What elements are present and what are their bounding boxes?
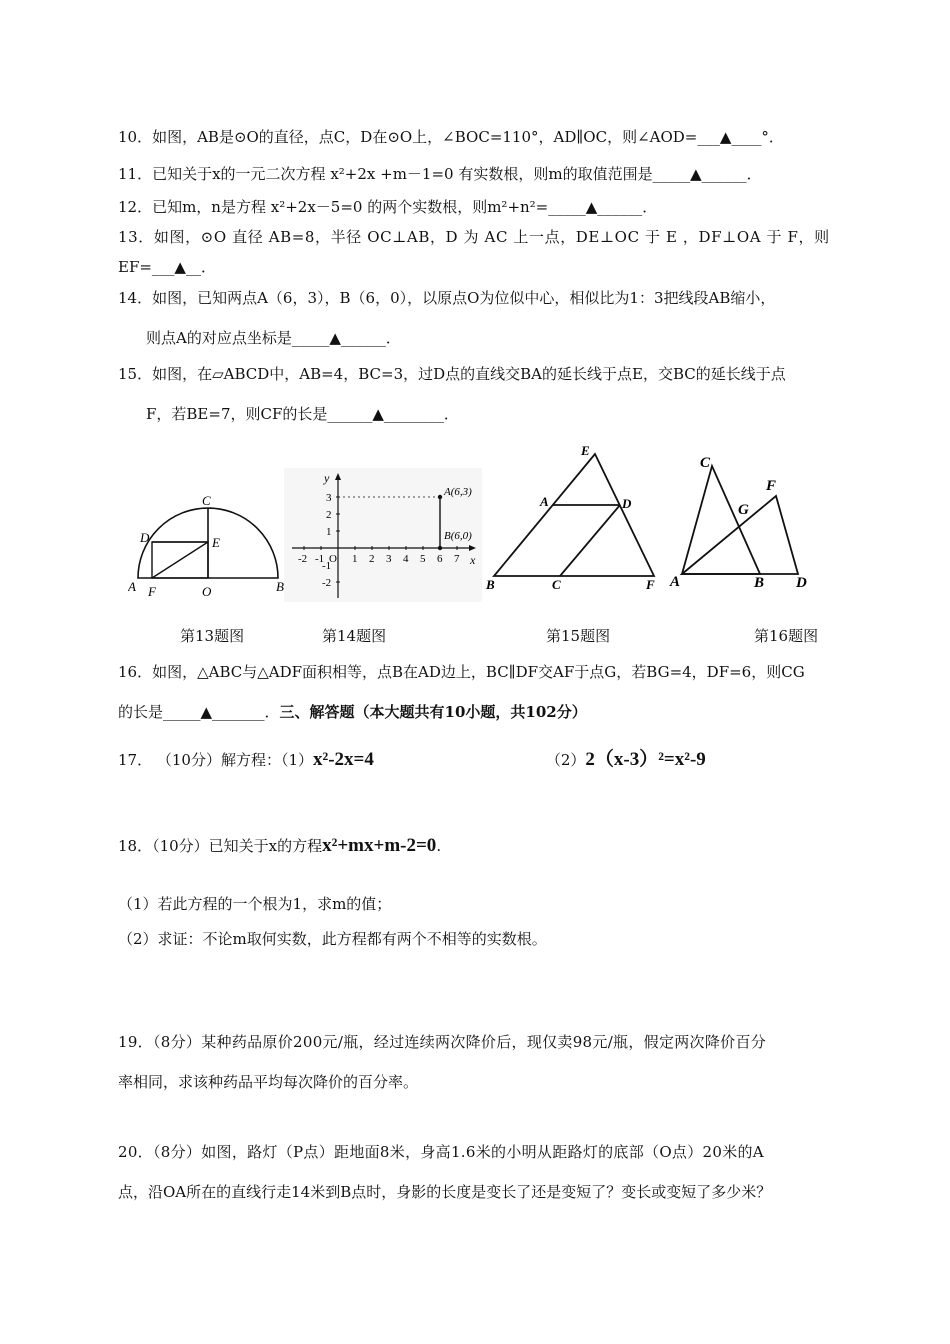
question-19-line2: 率相同，求该种药品平均每次降价的百分率。 — [118, 1073, 419, 1091]
q18-part-1: （1）若此方程的一个根为1，求m的值； — [118, 895, 392, 913]
fig13-label-d: D — [140, 530, 150, 545]
fig15-label-c: C — [552, 577, 561, 592]
fig14-xtick: 6 — [437, 553, 443, 565]
fig14-point-a: A(6,3) — [444, 486, 472, 498]
question-13-line1: 13．如图，⊙O 直径 AB=8，半径 OC⊥AB，D 为 AC 上一点，DE⊥OC 于 E ，DF⊥OA 于 F，则 — [118, 228, 830, 246]
fig14-xtick: O — [329, 553, 337, 565]
fig13-label-b: B — [276, 579, 284, 594]
q17-label: 17． （10分）解方程：（1） — [118, 751, 313, 769]
question-11: 11．已知关于x的一元二次方程 x²+2x +m－1=0 有实数根，则m的取值范围是_____▲______． — [118, 165, 762, 183]
fig14-axis-x: x — [470, 553, 476, 567]
fig14-xtick: 3 — [386, 553, 392, 565]
fig14-ytick: -2 — [322, 577, 332, 589]
caption-fig15: 第15题图 — [546, 627, 611, 645]
question-14-line2: 则点A的对应点坐标是_____▲______． — [146, 329, 401, 347]
figure-13 — [128, 492, 288, 602]
question-17 — [118, 750, 706, 770]
q18-period: . — [436, 837, 442, 855]
question-16-answer: 的长是_____▲_______． — [118, 703, 280, 721]
q18-label: 18．（10分）已知关于x的方程 — [118, 837, 323, 855]
fig14-xtick: 7 — [454, 553, 460, 565]
question-15-line1: 15．如图，在▱ABCD中，AB=4，BC=3，过D点的直线交BA的延长线于点E，交BC的延长线于点 — [118, 365, 786, 383]
fig15-label-e: E — [581, 443, 590, 458]
fig16-label-c: C — [700, 455, 711, 471]
fig16-label-f: F — [766, 478, 777, 494]
fig15-label-f: F — [646, 577, 655, 592]
q17-equation-1: x²-2x=4 — [313, 749, 374, 770]
caption-fig16: 第16题图 — [754, 627, 819, 645]
question-14-line1: 14．如图，已知两点A（6，3），B（6，0），以原点O为位似中心，相似比为1：3把线段AB缩小， — [118, 289, 776, 307]
q18-equation: x²+mx+m-2=0 — [322, 835, 437, 856]
fig14-ytick: 3 — [326, 492, 332, 504]
fig16-label-g: G — [738, 502, 749, 518]
question-16-line1: 16．如图，△ABC与△ADF面积相等，点B在AD边上，BC∥DF交AF于点G，若BG=4，DF=6，则CG — [118, 663, 805, 681]
question-20-line2: 点，沿OA所在的直线行走14米到B点时，身影的长度是变长了还是变短了？变长或变短了多少米？ — [118, 1183, 772, 1201]
fig14-xtick: -1 — [315, 553, 325, 565]
fig14-ytick: 2 — [326, 509, 332, 521]
figure-14 — [284, 468, 482, 602]
fig14-axis-y: y — [324, 471, 330, 485]
caption-fig14: 第14题图 — [322, 627, 387, 645]
question-20-line1: 20．（8分）如图，路灯（P点）距地面8米，身高1.6米的小明从距路灯的底部（O点）20米的A — [118, 1143, 764, 1161]
q18-part-2: （2）求证：不论m取何实数，此方程都有两个不相等的实数根。 — [118, 930, 547, 948]
question-12: 12．已知m，n是方程 x²+2x－5=0 的两个实数根，则m²+n²=_____▲______． — [118, 198, 658, 216]
fig15-label-b: B — [486, 577, 495, 592]
figure-15 — [480, 440, 670, 596]
fig15-label-a: A — [540, 494, 549, 509]
fig15-label-d: D — [622, 496, 632, 511]
fig14-xtick: 5 — [420, 553, 426, 565]
fig13-label-a: A — [128, 579, 136, 594]
fig16-label-d: D — [796, 575, 807, 591]
question-19-line1: 19．（8分）某种药品原价200元/瓶，经过连续两次降价后，现仅卖98元/瓶，假定两次降价百分 — [118, 1033, 767, 1051]
fig16-label-a: A — [670, 574, 681, 590]
question-10: 10．如图，AB是⊙O的直径，点C，D在⊙O上，∠BOC=110°，AD∥OC，则∠AOD=___▲____°． — [118, 128, 784, 146]
question-16-line2 — [118, 702, 587, 722]
fig13-label-o: O — [202, 584, 212, 599]
fig14-ytick: -1 — [322, 560, 332, 572]
fig14-xtick: 1 — [352, 553, 358, 565]
fig13-label-e: E — [212, 535, 220, 550]
fig14-xtick: -2 — [298, 553, 308, 565]
question-15-line2: F，若BE=7，则CF的长是______▲________． — [146, 405, 459, 423]
caption-fig13: 第13题图 — [180, 627, 245, 645]
question-13-line2: EF=___▲__． — [118, 258, 216, 276]
fig13-label-c: C — [202, 493, 211, 508]
fig14-point-b: B(6,0) — [444, 530, 472, 542]
question-18 — [118, 836, 441, 856]
section-three-heading: 三、解答题（本大题共有10小题，共102分） — [279, 703, 587, 721]
fig16-label-b: B — [754, 575, 765, 591]
q17-part-2: （2） — [545, 751, 586, 769]
fig14-xtick: 2 — [369, 553, 375, 565]
fig14-xtick: 4 — [403, 553, 409, 565]
fig14-ytick: 1 — [326, 526, 332, 538]
figure-16 — [668, 448, 818, 594]
fig13-label-f: F — [148, 584, 156, 599]
q17-equation-2: 2（x-3）²=x²-9 — [585, 749, 706, 770]
